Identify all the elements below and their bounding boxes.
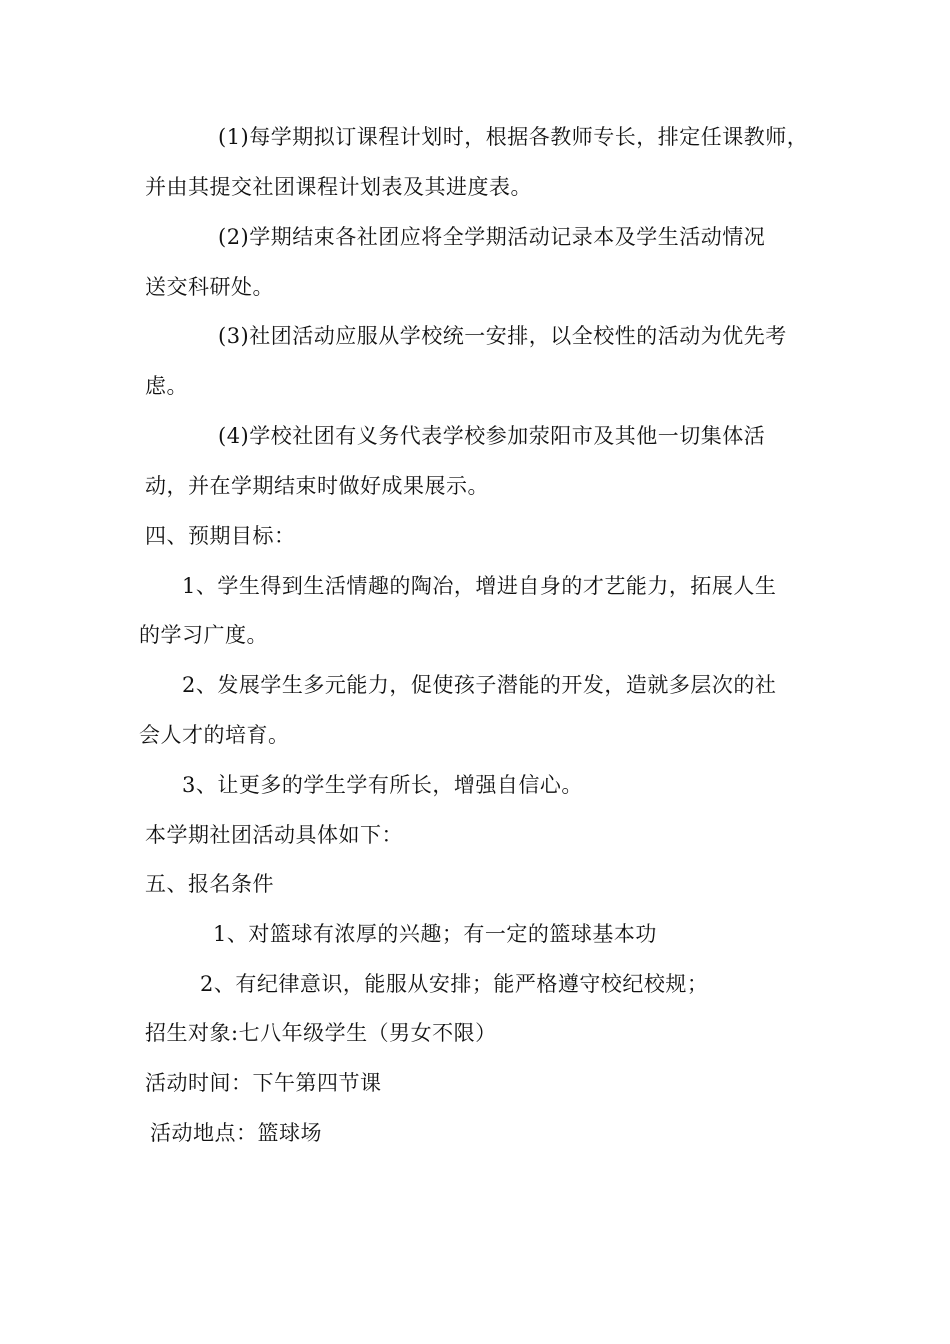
- text-line-13: 会人才的培育。: [139, 723, 290, 747]
- text-line-11: 的学习广度。: [139, 623, 268, 647]
- text-line-12: 2、发展学生多元能力，促使孩子潜能的开发，造就多层次的社: [182, 673, 777, 697]
- text-line-10: 1、学生得到生活情趣的陶冶，增进自身的才艺能力，拓展人生: [182, 574, 777, 598]
- text-line-5: (3)社团活动应服从学校统一安排，以全校性的活动为优先考: [218, 324, 787, 348]
- text-line-15: 本学期社团活动具体如下：: [145, 823, 403, 847]
- text-line-17: 1、对篮球有浓厚的兴趣；有一定的篮球基本功: [213, 922, 657, 946]
- text-line-4: 送交科研处。: [145, 275, 274, 299]
- text-line-3: (2)学期结束各社团应将全学期活动记录本及学生活动情况: [218, 225, 766, 249]
- section-heading-goals: 四、预期目标：: [145, 524, 296, 548]
- activity-time: 活动时间：下午第四节课: [145, 1071, 382, 1095]
- text-line-14: 3、让更多的学生学有所长，增强自信心。: [182, 773, 583, 797]
- text-line-6: 虑。: [145, 374, 188, 398]
- text-line-8: 动，并在学期结束时做好成果展示。: [145, 474, 489, 498]
- activity-location: 活动地点：篮球场: [150, 1121, 322, 1145]
- enrollment-target: 招生对象:七八年级学生（男女不限）: [145, 1021, 497, 1045]
- text-line-7: (4)学校社团有义务代表学校参加荥阳市及其他一切集体活: [218, 424, 766, 448]
- section-heading-signup: 五、报名条件: [145, 872, 274, 896]
- text-line-18: 2、有纪律意识，能服从安排；能严格遵守校纪校规；: [200, 972, 709, 996]
- text-line-1: (1)每学期拟订课程计划时，根据各教师专长，排定任课教师，: [218, 125, 809, 149]
- text-line-2: 并由其提交社团课程计划表及其进度表。: [145, 175, 532, 199]
